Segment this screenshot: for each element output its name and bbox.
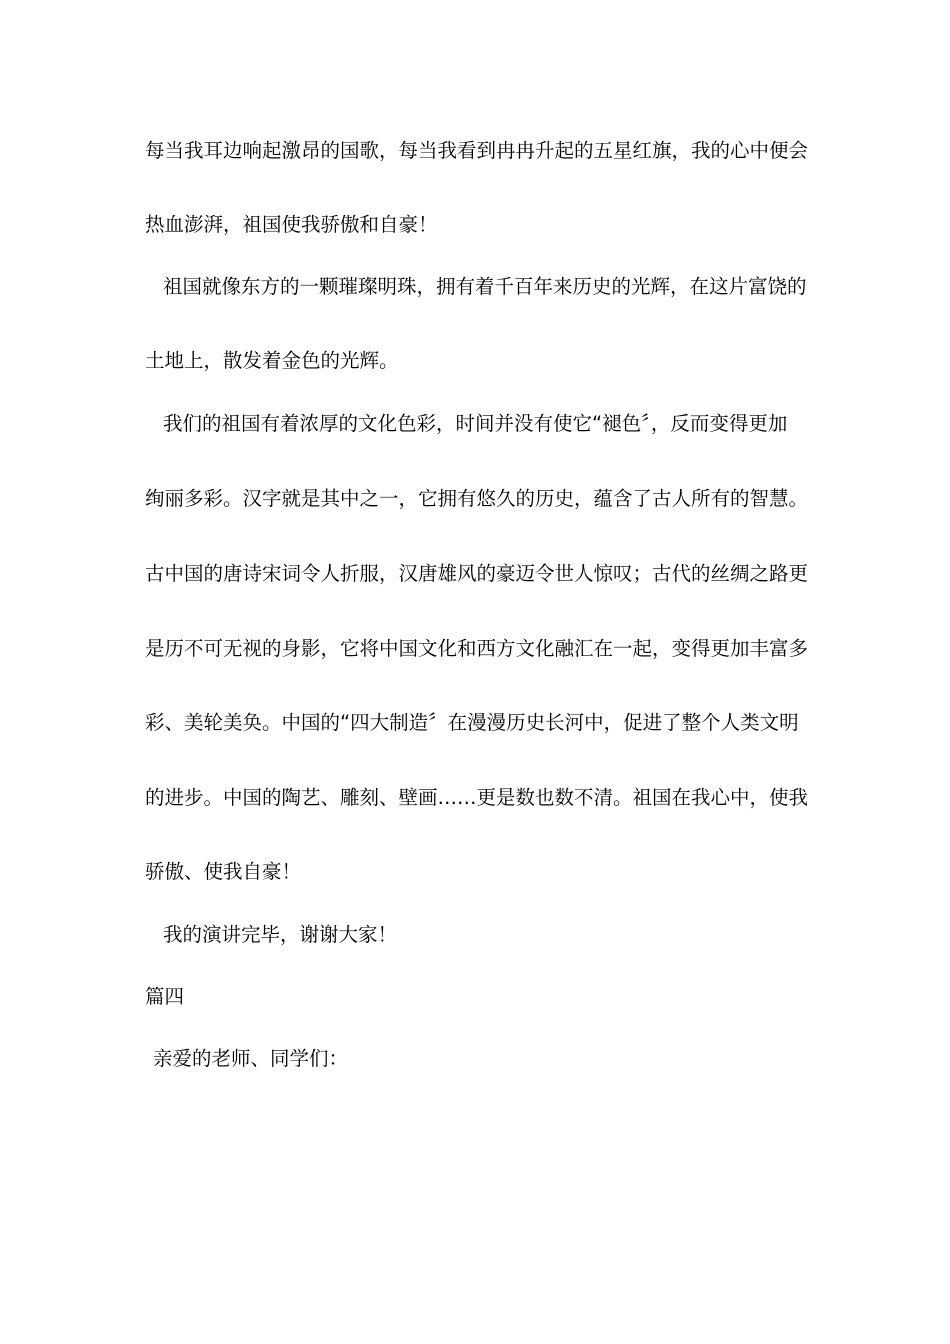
salutation-line: 亲爱的老师、同学们： <box>153 1047 349 1070</box>
paragraph-start-line: 我们的祖国有着浓厚的文化色彩，时间并没有使它“褪色〞，反而变得更加 <box>163 412 788 435</box>
text-line: 每当我耳边响起激昂的国歌，每当我看到冉冉升起的五星红旗，我的心中便会 <box>145 139 809 162</box>
closing-line: 我的演讲完毕，谢谢大家！ <box>163 923 398 946</box>
text-line: 绚丽多彩。汉字就是其中之一，它拥有悠久的历史，蕴含了古人所有的智慧。 <box>145 487 809 510</box>
text-line: 彩、美轮美奂。中国的“四大制造〞在漫漫历史长河中，促进了整个人类文明 <box>145 711 799 734</box>
text-line: 是历不可无视的身影，它将中国文化和西方文化融汇在一起，变得更加丰富多 <box>145 637 809 660</box>
section-heading: 篇四 <box>145 985 185 1008</box>
text-line: 热血澎湃，祖国使我骄傲和自豪！ <box>145 213 438 236</box>
text-line: 骄傲、使我自豪！ <box>145 860 302 883</box>
text-line: 古中国的唐诗宋词令人折服，汉唐雄风的豪迈令世人惊叹；古代的丝绸之路更 <box>145 562 809 585</box>
text-line: 的进步。中国的陶艺、雕刻、壁画……更是数也数不清。祖国在我心中，使我 <box>145 786 809 809</box>
text-line: 土地上，散发着金色的光辉。 <box>145 349 399 372</box>
paragraph-start-line: 祖国就像东方的一颗璀璨明珠，拥有着千百年来历史的光辉，在这片富饶的 <box>163 275 807 298</box>
